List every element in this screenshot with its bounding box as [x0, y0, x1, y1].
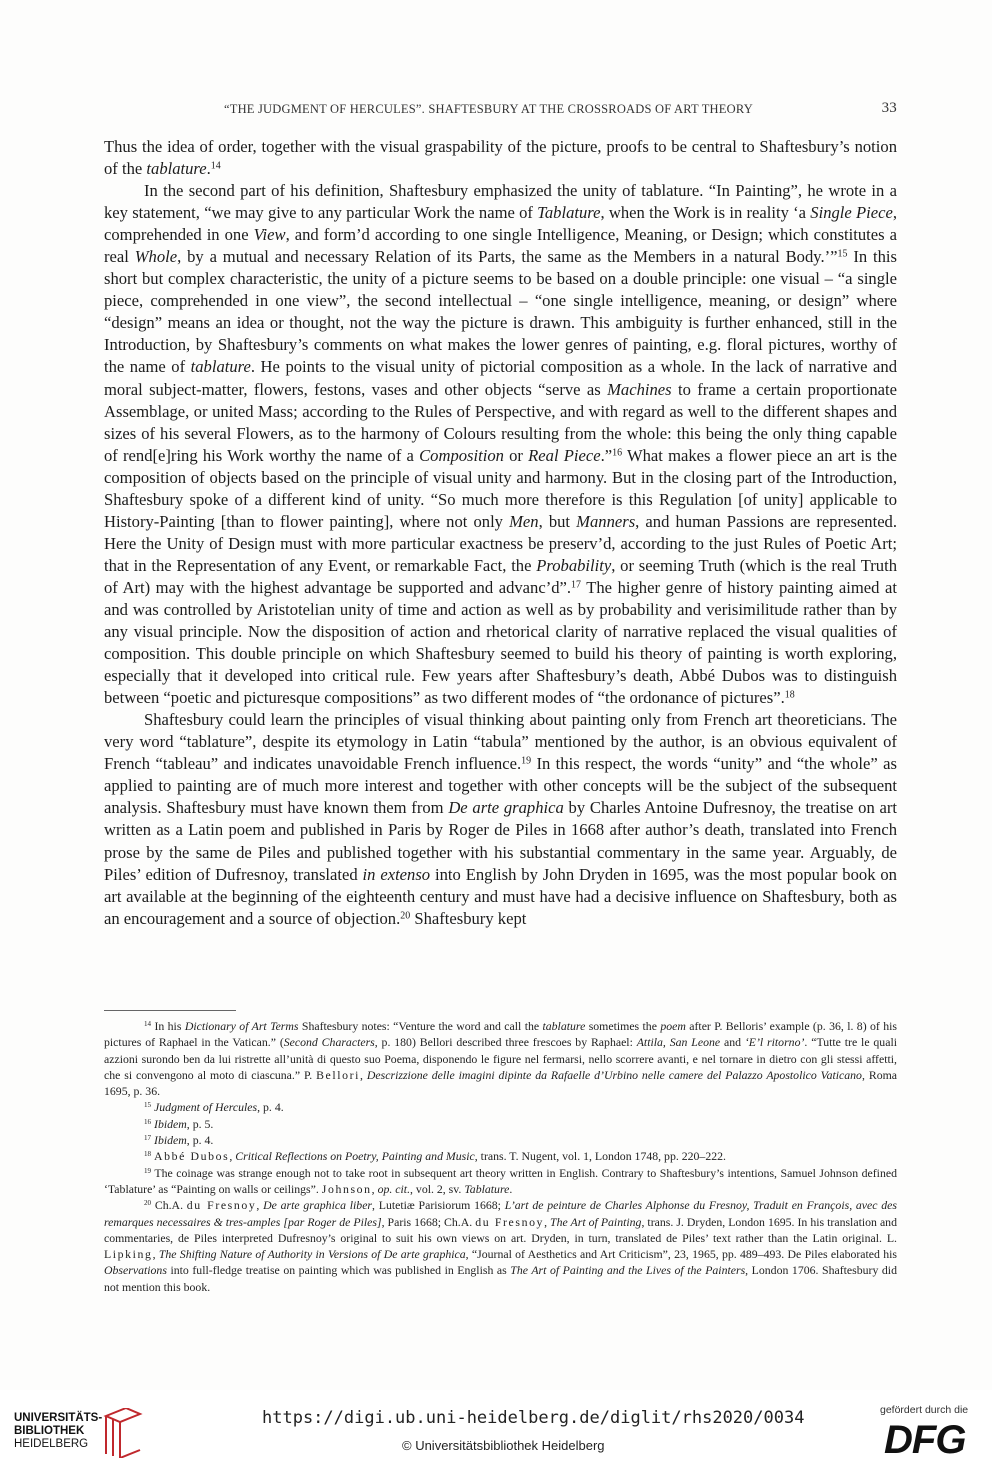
footnote: $^{14}$ In his Dictionary of Art Terms Shaftesbury notes: “Venture the word and call the tablature sometimes the poem after P. Belloris’ example (p. 36, l. 8) of his pictures of Raphael in the Vatican.” (Second Characters, p. 180) Bellori described three frescoes by Raphael: Attila, San Leone and ‘E’l ritorno’. “Tutte tre le quali azzioni surondo ben da lui ristrette all’unità di questo suo Poema, disponendo le figure nel fermarsi, nello scorrere avanti, e nel tornare in dietro con gli stessi affetti, che si convengono al moto di ciascuna.” P. Bellori, Descrizzione delle imagini dipinte da Rafaelle d’Urbino nelle camere del Palazzo Apostolico Vaticano, Roma 1695, p. 36. — [104, 1019, 898, 1099]
dfg-caption: gefördert durch die — [880, 1404, 969, 1416]
paragraph: Shaftesbury could learn the principles of visual thinking about painting only from French art theoreticians. The very word “tablature”, despite its etymology in Latin “tabula” mentioned by the author, is an obvious equivalent of French “tableau” and indicates unavoidable French influence.$^{19}$ In this respect, the words “unity” and “the whole” as applied to painting are of much more interest and together with other concepts will be the subject of the subsequent analysis. Shaftesbury must have known them from De arte graphica by Charles Antoine Dufresnoy, the treatise on art written as a Latin poem and published in Paris by Roger de Piles in 1668 after author’s death, translated into French prose by the same de Piles and published together with his substantial commentary in the same year. Arguably, de Piles’ edition of Dufresnoy, translated in extenso into English by John Dryden in 1695, was the most popular book on art available at the beginning of the eighteenth century and must have had a decisive influence on Shaftesbury, both as an encouragement and a source of objection.$^{20}$ Shaftesbury kept — [104, 710, 897, 928]
library-name-line: HEIDELBERG — [14, 1438, 89, 1450]
footnote-ref[interactable]: 20 — [400, 910, 411, 922]
library-emblem-icon — [100, 1408, 144, 1458]
footnote-ref[interactable]: 14 — [210, 160, 221, 172]
footnote-ref[interactable]: 19 — [521, 755, 532, 767]
dfg-logo[interactable] — [880, 1404, 980, 1466]
footnote: $^{20}$ Ch.A. du Fresnoy, De arte graphica liber, Lutetiæ Parisiorum 1668; L’art de peinture de Charles Alphonse du Fresnoy, Traduit en François, avec des remarques necessaires & tres-amples [par Roger de Piles], Paris 1668; Ch.A. du Fresnoy, The Art of Painting, trans. J. Dryden, London 1695. In his translation and commentaries, de Piles interpreted Dufresnoy’s original to suit his own views on art. Dryden, in turn, translated de Piles’ text rather than the Latin original. L. Lipking, The Shifting Nature of Authority in Versions of De arte graphica, “Journal of Aesthetics and Art Criticism”, 23, 1965, pp. 489–493. De Piles elaborated his Observations into full-fledge treatise on painting which was published in English as The Art of Painting and the Lives of the Painters, London 1706. Shaftesbury did not mention this book. — [104, 1198, 897, 1294]
footnote: $^{18}$ Abbé Dubos, Critical Reflections on Poetry, Painting and Music, trans. T. Nugent, vol. 1, London 1748, pp. 220–222. — [144, 1149, 726, 1164]
running-head — [104, 102, 897, 120]
footnote-divider — [104, 1010, 236, 1011]
footnote-ref[interactable]: 18 — [784, 689, 795, 701]
footnote: $^{19}$ The coinage was strange enough not to take root in subsequent art theory written in English. Contrary to Shaftesbury’s intentions, Samuel Johnson defined ‘Tablature’ as “Painting on walls or ceilings”. Johnson, op. cit., vol. 2, sv. Tablature. — [104, 1165, 897, 1196]
footnote-ref[interactable]: 16 — [612, 447, 623, 459]
page-number: 33 — [881, 100, 897, 116]
library-logo[interactable] — [14, 1408, 164, 1460]
copyright-notice: © Universitätsbibliothek Heidelberg — [402, 1438, 605, 1453]
library-name-line: BIBLIOTHEK — [14, 1425, 85, 1437]
footnotes — [104, 1018, 897, 1295]
footnote: $^{15}$ Judgment of Hercules, p. 4. — [144, 1100, 284, 1115]
paragraph: Thus the idea of order, together with the visual graspability of the picture, proofs to be central to Shaftesbury’s notion of the tablature.$^{14}$ — [104, 137, 897, 179]
running-title: “THE JUDGMENT OF HERCULES”. SHAFTESBURY AT THE CROSSROADS OF ART THEORY — [224, 102, 753, 116]
viewer-footer — [0, 1390, 992, 1474]
footnote-ref[interactable]: 15 — [837, 248, 848, 260]
footnote: $^{17}$ Ibidem, p. 4. — [144, 1133, 214, 1148]
library-name-line: UNIVERSITÄTS- — [14, 1412, 103, 1424]
dfg-wordmark: DFG — [884, 1418, 966, 1462]
body-text — [104, 136, 897, 930]
permalink-url[interactable]: https://digi.ub.uni-heidelberg.de/diglit/rhs2020/0034 — [262, 1408, 805, 1428]
footnote: $^{16}$ Ibidem, p. 5. — [144, 1116, 214, 1131]
paragraph: In the second part of his definition, Shaftesbury emphasized the unity of tablature. “In Painting”, he wrote in a key statement, “we may give to any particular Work the name of Tablature, when the Work is in reality ‘a Single Piece, comprehended in one View, and form’d according to one single Intelligence, Meaning, or Design; which constitutes a real Whole, by a mutual and necessary Relation of its Parts, the same as the Members in a natural Body.’”$^{15}$ In this short but complex characteristic, the unity of a picture seems to be based on a double principle: one visual – “a single piece, comprehended in one view”, the second intellectual – “one single intelligence, meaning, or design” where “design” means an idea or thought, not the way the picture is drawn. This ambiguity is further enhanced, still in the Introduction, by Shaftesbury’s comments on what makes the lower genres of painting, e.g. floral pictures, worthy of the name of tablature. He points to the visual unity of pictorial composition as a whole. In the lack of narrative and moral subject-matter, flowers, festons, vases and other objects “serve as Machines to frame a certain proportionate Assemblage, or united Mass; according to the Rules of Perspective, and with regard as well to the different shapes and sizes of his several Flowers, as to the harmony of Colours resulting from the whole: this being the only thing capable of rend[e]ring his Work worthy the name of a Composition or Real Piece.”$^{16}$ What makes a flower piece an art is the composition of objects based on the principle of visual unity and harmony. But in the closing part of the Introduction, Shaftesbury spoke of a different kind of unity. “So much more therefore is this Regulation [of unity] applicable to History-Painting [than to flower painting], where not only Men, but Manners, and human Passions are represented. Here the Unity of Design must with more particular exactness be preserv’d, according to the just Rules of Poetic Art; that in the Representation of any Event, or remarkable Fact, the Probability, or seeming Truth (which is the real Truth of Art) may with the highest advantage be supported and advanc’d”.$^{17}$ The higher genre of history painting aimed at and was controlled by Aristotelian unity of time and action as well as by probability and verisimilitude rather than by any visual principle. Now the disposition of action and rhetorical clarity of narrative replaced the visual qualities of composition. This double principle on which Shaftesbury seemed to build his theory of painting is worth exploring, especially that it developed into critical rule. Few years after Shaftesbury’s death, Abbé Dubos was to distinguish between “poetic and picturesque compositions” as two different modes of “the ordonance of pictures”.$^{18}$ — [104, 181, 898, 708]
footnote-ref[interactable]: 17 — [571, 579, 581, 591]
